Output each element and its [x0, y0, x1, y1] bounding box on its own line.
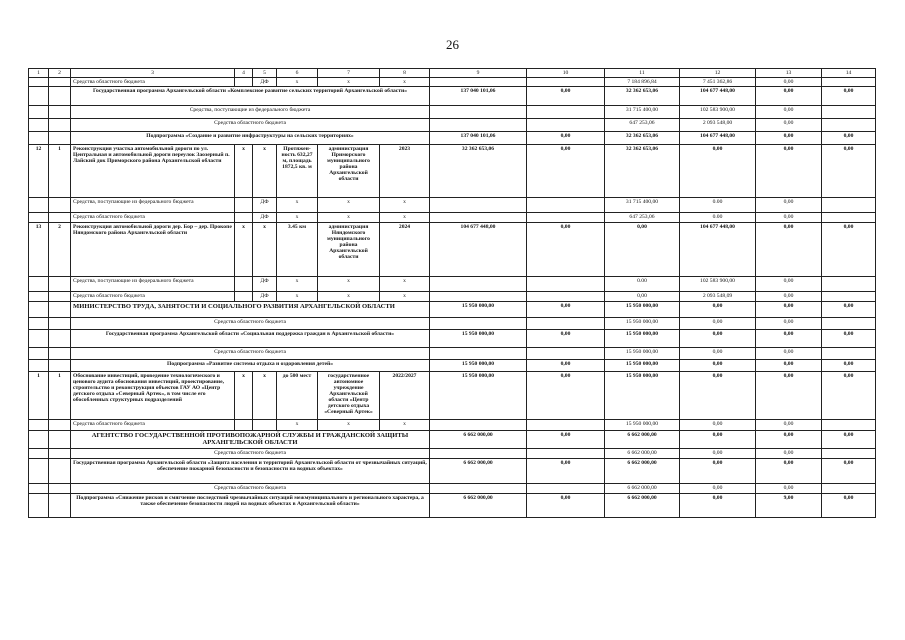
cell: 0,00	[822, 330, 876, 348]
row-number: 2	[49, 223, 71, 277]
cell: 0,00	[680, 431, 756, 449]
table-row	[29, 277, 876, 292]
subprogram-title: Подпрограмма «Развитие системы отдыха и оздоровления детей»	[71, 360, 430, 372]
cell: 0,00	[756, 145, 822, 198]
cell: 0,00	[822, 494, 876, 518]
table-row	[29, 348, 876, 360]
agency-title: АГЕНТСТВО ГОСУДАРСТВЕННОЙ ПРОТИВОПОЖАРНОЙ СЛУЖБЫ И ГРАЖДАНСКОЙ ЗАЩИТЫ АРХАНГЕЛЬСКОЙ ОБЛАСТИ	[71, 431, 430, 449]
cell: 0,00	[680, 449, 756, 459]
cell: ДФ	[253, 78, 277, 87]
cell: 0,00	[680, 330, 756, 348]
cell: 6 662 000,00	[430, 459, 527, 484]
cell: 15 950 000,00	[430, 372, 527, 420]
source-label: Средства областного бюджета	[71, 348, 430, 360]
cell: 9,00	[756, 494, 822, 518]
cell: х	[380, 292, 430, 302]
source-label: Средства, поступающие из федерального бюджета	[71, 277, 235, 292]
table-row	[29, 420, 876, 431]
cell: 15 950 000,00	[605, 360, 680, 372]
cell: х	[380, 78, 430, 87]
table-row	[29, 459, 876, 484]
cell: х	[277, 213, 318, 223]
source-label: Средства областного бюджета	[71, 292, 235, 302]
table-row	[29, 494, 876, 518]
cell: 32 362 653,06	[605, 87, 680, 106]
cell: 102 583 900,00	[680, 277, 756, 292]
table-row	[29, 484, 876, 494]
row-number: 12	[29, 145, 49, 198]
cell: 0,00	[756, 431, 822, 449]
source-label: Средства областного бюджета	[71, 213, 235, 223]
cell: 2023	[380, 145, 430, 198]
cell: х	[277, 292, 318, 302]
cell: 0,00	[756, 302, 822, 318]
cell: 6 662 000,00	[430, 494, 527, 518]
header-cell: 9	[430, 69, 527, 78]
budget-table	[28, 68, 876, 518]
cell: 0,00	[756, 198, 822, 213]
cell: 0.00	[680, 198, 756, 213]
cell: 6 662 000,00	[605, 484, 680, 494]
cell: х	[380, 198, 430, 213]
cell: ДФ	[253, 277, 277, 292]
cell: х	[318, 213, 380, 223]
header-cell: 2	[49, 69, 71, 78]
program-title: Государственная программа Архангельской области «Комплексное развитие сельских территорий Архангельской области»	[71, 87, 430, 106]
cell: 0,00	[756, 292, 822, 302]
cell: 0,00	[605, 292, 680, 302]
cell: х	[235, 145, 253, 198]
cell: 647 253,06	[605, 119, 680, 132]
cell: 15 950 000,00	[430, 302, 527, 318]
table-row	[29, 223, 876, 277]
cell: х	[235, 372, 253, 420]
cell: 7 451 362,86	[680, 78, 756, 87]
row-number: 13	[29, 223, 49, 277]
cell: х	[318, 277, 380, 292]
row-number: 1	[29, 372, 49, 420]
cell: 0,00	[527, 372, 605, 420]
cell: 0,00	[756, 277, 822, 292]
header-cell: 7	[318, 69, 380, 78]
header-cell: 6	[277, 69, 318, 78]
table-row	[29, 198, 876, 213]
cell: 0,00	[527, 223, 605, 277]
cell: 0,00	[527, 360, 605, 372]
cell: х	[277, 420, 318, 431]
cell: 0,00	[822, 302, 876, 318]
cell: 0,00	[822, 372, 876, 420]
cell: 2 093 548,00	[680, 119, 756, 132]
cell: 0,00	[756, 119, 822, 132]
ministry-title: МИНИСТЕРСТВО ТРУДА, ЗАНЯТОСТИ И СОЦИАЛЬНОГО РАЗВИТИЯ АРХАНГЕЛЬСКОЙ ОБЛАСТИ	[71, 302, 430, 318]
header-cell: 12	[680, 69, 756, 78]
cell: 0.00	[680, 213, 756, 223]
cell: 15 950 000,00	[430, 330, 527, 348]
cell: 32 362 653,06	[605, 145, 680, 198]
cell: х	[318, 198, 380, 213]
table-row	[29, 360, 876, 372]
cell: х	[235, 223, 253, 277]
cell: 0,00	[680, 348, 756, 360]
table-row	[29, 449, 876, 459]
source-label: Средства областного бюджета	[71, 318, 430, 330]
cell: 647 253,06	[605, 213, 680, 223]
cell: Протяжен-ность 632,27 м, площадь 1872,5 кв. м	[277, 145, 318, 198]
cell: 102 583 900,00	[680, 106, 756, 119]
cell: 0,00	[822, 459, 876, 484]
cell: администрация Приморского муниципального района Архангельской области	[318, 145, 380, 198]
cell: 15 950 000,00	[605, 348, 680, 360]
cell: 0,00	[680, 420, 756, 431]
cell: 15 950 000,00	[605, 318, 680, 330]
header-row	[29, 69, 876, 78]
table-row	[29, 431, 876, 449]
cell: 0,00	[527, 330, 605, 348]
cell: 137 040 101,06	[430, 87, 527, 106]
cell: 6 662 000,00	[605, 431, 680, 449]
cell: 104 677 448,00	[680, 87, 756, 106]
cell: 15 950 000,00	[605, 420, 680, 431]
cell: 32 362 653,06	[605, 132, 680, 145]
table-row	[29, 78, 876, 87]
header-cell: 8	[380, 69, 430, 78]
object-name: Обоснование инвестиций, проведение технологического и ценового аудита обоснования инвестиций, проектирование, строительство и реконструкция объектов ГАУ АО «Центр детского отдыха «Северный Артек», в том числе его обособленных структурных подразделений	[71, 372, 235, 420]
cell: 0,00	[756, 318, 822, 330]
cell: 0,00	[822, 360, 876, 372]
table-row	[29, 330, 876, 348]
cell: 0,00	[756, 223, 822, 277]
table-row	[29, 132, 876, 145]
cell: 0,00	[527, 494, 605, 518]
row-number: 1	[49, 145, 71, 198]
cell: х	[380, 213, 430, 223]
cell: х	[277, 198, 318, 213]
source-label: Средства областного бюджета	[71, 484, 430, 494]
program-title: Государственная программа Архангельской области «Социальная поддержка граждан в Архангельской области»	[71, 330, 430, 348]
cell: 0,00	[756, 449, 822, 459]
cell: 15 950 000,00	[605, 302, 680, 318]
cell: 0,00	[680, 372, 756, 420]
cell: 0,00	[756, 420, 822, 431]
cell: 0,00	[756, 132, 822, 145]
header-cell: 1	[29, 69, 49, 78]
table-row	[29, 106, 876, 119]
cell: 0,00	[527, 459, 605, 484]
cell: 0,00	[527, 132, 605, 145]
cell: 0,00	[680, 459, 756, 484]
table-row	[29, 213, 876, 223]
row-number: 1	[49, 372, 71, 420]
table-row	[29, 119, 876, 132]
cell: х	[277, 277, 318, 292]
cell: 0,00	[527, 302, 605, 318]
cell: х	[380, 420, 430, 431]
source-label: Средства областного бюджета	[71, 420, 235, 431]
subprogram-title: Подпрограмма «Снижение рисков и смягчение последствий чрезвычайных ситуаций межмуниципального и регионального характера, а также обеспечение безопасности людей на водных объектах в Архангельской области»	[71, 494, 430, 518]
cell: государственное автономное учреждение Архангельской области «Центр детского отдыха «Северный Артек»	[318, 372, 380, 420]
header-cell: 13	[756, 69, 822, 78]
cell: 0,00	[822, 223, 876, 277]
source-label: Средства, поступающие из федерального бюджета	[71, 198, 235, 213]
subprogram-title: Подпрограмма «Создание и развитие инфраструктуры на сельских территориях»	[71, 132, 430, 145]
cell: 2 093 548,09	[680, 292, 756, 302]
cell: 6 662 000,00	[430, 431, 527, 449]
cell: 0,00	[756, 330, 822, 348]
source-label: Средства, поступающие из федерального бюджета	[71, 106, 430, 119]
cell: ДФ	[253, 292, 277, 302]
program-title: Государственная программа Архангельской области «Защита населения и территорий Архангельской области от чрезвычайных ситуаций, обеспечение пожарной безопасности и безопасности на водных объектах»	[71, 459, 430, 484]
cell: 6 662 000,00	[605, 449, 680, 459]
cell: ДФ	[253, 198, 277, 213]
cell: х	[380, 277, 430, 292]
source-label: Средства областного бюджета	[71, 78, 235, 87]
cell: 15 950 000,00	[605, 372, 680, 420]
cell: 104 677 448,00	[680, 132, 756, 145]
table-row	[29, 318, 876, 330]
cell: 2024	[380, 223, 430, 277]
cell: 15 950 000,00	[605, 330, 680, 348]
cell: 0,00	[756, 106, 822, 119]
cell: 0,00	[680, 360, 756, 372]
table-row	[29, 372, 876, 420]
cell: 0,00	[756, 360, 822, 372]
cell: 32 362 653,06	[430, 145, 527, 198]
cell: 0,00	[756, 459, 822, 484]
cell: до 500 мест	[277, 372, 318, 420]
cell: 0,00	[822, 132, 876, 145]
cell: 0,00	[527, 431, 605, 449]
cell: 0,00	[756, 78, 822, 87]
cell: ДФ	[253, 213, 277, 223]
cell: 0,00	[527, 87, 605, 106]
table-row	[29, 302, 876, 318]
header-cell: 14	[822, 69, 876, 78]
header-cell: 10	[527, 69, 605, 78]
cell: 15 950 000,00	[430, 360, 527, 372]
cell: 104 677 448,00	[680, 223, 756, 277]
cell: 0,00	[822, 145, 876, 198]
cell: 0,00	[756, 213, 822, 223]
cell: 0,00	[756, 484, 822, 494]
cell: 0,00	[527, 145, 605, 198]
cell: 3.45 км	[277, 223, 318, 277]
cell: 0,00	[680, 302, 756, 318]
cell: 104 677 448,00	[430, 223, 527, 277]
cell: х	[318, 292, 380, 302]
cell: 0,00	[680, 484, 756, 494]
header-cell: 4	[235, 69, 253, 78]
cell: 2022/2027	[380, 372, 430, 420]
cell: 0,00	[680, 318, 756, 330]
header-cell: 11	[605, 69, 680, 78]
cell: 0,00	[822, 431, 876, 449]
cell: 0,00	[605, 223, 680, 277]
cell: 31 715 400,00	[605, 106, 680, 119]
cell: 31 715 400,00	[605, 198, 680, 213]
cell: 0,00	[680, 145, 756, 198]
cell: х	[318, 420, 380, 431]
cell: 0.00	[605, 277, 680, 292]
table-row	[29, 87, 876, 106]
object-name: Реконструкция участка автомобильной дороги по ул. Центральная и автомобильной дороги переулок Заозерный п. Лайский док Приморского района Архангельской области	[71, 145, 235, 198]
object-name: Реконструкция автомобильной дороги дер. Бор – дер. Прокопе Няндомского района Архангельской области	[71, 223, 235, 277]
cell: х	[318, 78, 380, 87]
cell: 0,00	[680, 494, 756, 518]
header-cell: 5	[253, 69, 277, 78]
cell: 0,00	[756, 87, 822, 106]
cell: 7 184 896,84	[605, 78, 680, 87]
table-row	[29, 292, 876, 302]
source-label: Средства областного бюджета	[71, 449, 430, 459]
cell: х	[253, 145, 277, 198]
cell: 6 662 000,00	[605, 494, 680, 518]
cell: х	[253, 372, 277, 420]
cell: 6 662 000,00	[605, 459, 680, 484]
cell: 0,00	[756, 372, 822, 420]
cell: администрация Няндомского муниципального района Архангельской области	[318, 223, 380, 277]
cell: х	[253, 223, 277, 277]
cell: х	[277, 78, 318, 87]
source-label: Средства областного бюджета	[71, 119, 430, 132]
table-row	[29, 145, 876, 198]
cell: 137 040 101,06	[430, 132, 527, 145]
cell: 0,00	[822, 87, 876, 106]
cell: 0,00	[756, 348, 822, 360]
header-cell: 3	[71, 69, 235, 78]
page-number: 26	[446, 37, 459, 52]
